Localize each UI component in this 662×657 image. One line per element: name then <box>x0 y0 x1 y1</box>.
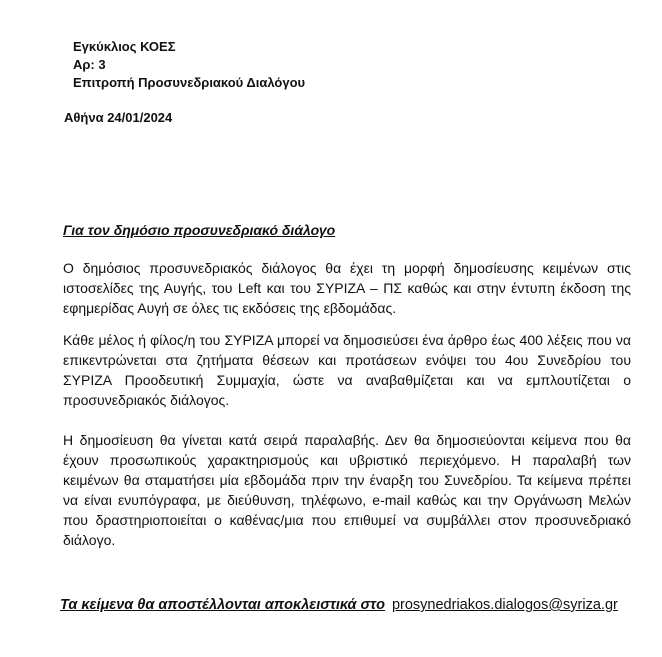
document-date: Αθήνα 24/01/2024 <box>64 110 173 125</box>
document-header <box>73 38 305 92</box>
circular-number: Αρ: 3 <box>73 57 106 72</box>
document-title: Για τον δημόσιο προσυνεδριακό διάλογο <box>63 222 336 238</box>
committee-name: Επιτροπή Προσυνεδριακού Διαλόγου <box>73 75 306 90</box>
submission-instruction: Τα κείμενα θα αποστέλλονται αποκλειστικά στο <box>60 597 385 613</box>
paragraph-2: Κάθε μέλος ή φίλος/η του ΣΥΡΙΖΑ μπορεί να δημοσιεύσει ένα άρθρο έως 400 λέξεις που να επικεντρώνεται στα ζητήματα θέσεων και προτάσεων ενόψει του 4ου Συνεδρίου του ΣΥΡΙΖΑ Προοδευτική Συμμαχία, ώστε να αναβαθμίζεται και να εμπλουτίζεται ο προσυνεδριακός διάλογος. <box>63 332 631 408</box>
circular-title: Εγκύκλιος ΚΟΕΣ <box>73 39 176 54</box>
submission-email-link[interactable]: prosynedriakos.dialogos@syriza.gr <box>391 597 618 613</box>
paragraph-3: Η δημοσίευση θα γίνεται κατά σειρά παραλαβής. Δεν θα δημοσιεύονται κείμενα που θα έχουν προσωπικούς χαρακτηρισμούς και υβριστικό περιεχόμενο. Η παραλαβή των κειμένων θα σταματήσει μία εβδομάδα πριν την έναρξη του Συνεδρίου. Τα κείμενα πρέπει να είναι ενυπόγραφα, με διεύθυνση, τηλέφωνο, e-mail καθώς και την Οργάνωση Μελών που δραστηριοποιείται ο καθένας/μια που επιθυμεί να συμβάλλει στον προσυνεδριακό διάλογο. <box>63 432 631 548</box>
submission-footer <box>60 597 618 613</box>
paragraph-1: Ο δημόσιος προσυνεδριακός διάλογος θα έχει τη μορφή δημοσίευσης κειμένων στις ιστοσελίδες της Αυγής, του Left και του ΣΥΡΙΖΑ – ΠΣ καθώς και στην έντυπη έκδοση της εφημερίδας Αυγή σε όλες τις εκδόσεις της εβδομάδας. <box>63 260 631 316</box>
